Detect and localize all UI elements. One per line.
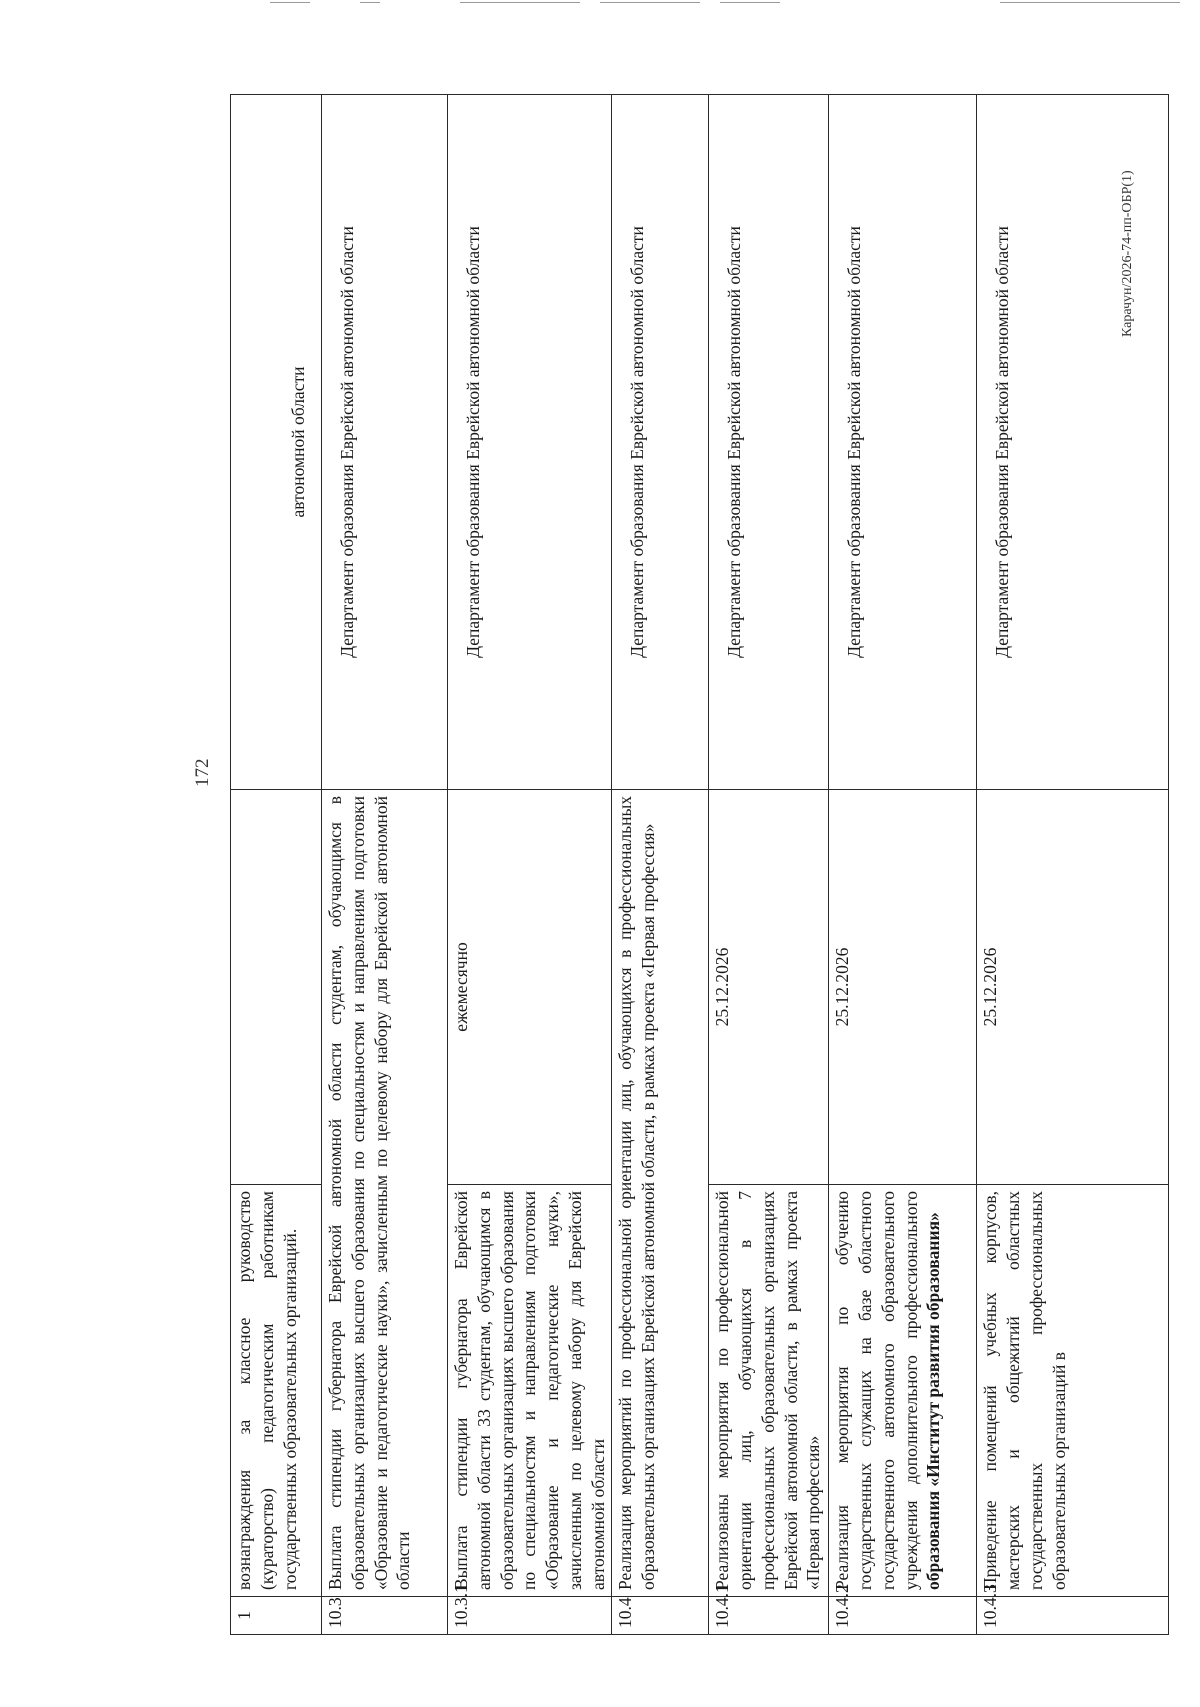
row-number: 10.3 — [322, 1597, 448, 1635]
row-description: Реализация мероприятий по профессиональной ориентации лиц, обучающихся в профессиональных образовательных организациях Еврейской автономной области, в рамках проекта «Первая профессия» — [612, 790, 709, 1597]
page-number: 172 — [192, 758, 213, 787]
table-row — [448, 95, 612, 1635]
row-deadline: 25.12.2026 — [977, 790, 1169, 1185]
row-description: вознаграждения за классное руководство (кураторство) педагогическим работникам государственных образовательных организаций. — [231, 1185, 322, 1597]
row-description: Приведение помещений учебных корпусов, мастерских и общежитий областных государственных профессиональных образовательных организаций в — [977, 1185, 1169, 1597]
scan-artifact-line — [460, 2, 580, 3]
row-responsible: Департамент образования Еврейской автономной области — [829, 95, 977, 790]
row-number: 10.3.1 — [448, 1597, 612, 1635]
scan-artifact-line — [270, 2, 310, 3]
document-footer-code: Карачун/2026-74-пп-ОБР(1) — [1120, 170, 1135, 337]
table-row — [709, 95, 829, 1635]
row-number: 10.4.1 — [709, 1597, 829, 1635]
row-number: 10.4.2 — [829, 1597, 977, 1635]
row-description-emphasis: образования «Институт развития образования» — [923, 1212, 944, 1590]
row-responsible: Департамент образования Еврейской автономной области — [612, 95, 709, 790]
scan-artifact-line — [360, 2, 380, 3]
rotated-page — [168, 95, 1135, 1635]
row-responsible: автономной области — [231, 95, 322, 790]
scan-artifact-line — [600, 2, 700, 3]
row-number: 10.4 — [612, 1597, 709, 1635]
table-row — [231, 95, 322, 1635]
row-responsible: Департамент образования Еврейской автономной области — [448, 95, 612, 790]
row-description — [829, 1185, 977, 1597]
scan-artifact-line — [1000, 2, 1180, 3]
row-description-text: Реализация мероприятия по обучению государственных служащих на базе областного государственного автономного образовательного учреждения дополнительного профессионального — [832, 1191, 921, 1590]
row-responsible: Департамент образования Еврейской автономной области — [977, 95, 1169, 790]
row-deadline: ежемесячно — [448, 790, 612, 1185]
row-deadline — [231, 790, 322, 1185]
row-description: Выплата стипендии губернатора Еврейской автономной области студентам, обучающимся в образовательных организациях высшего образования по специальностям и направлениям подготовки «Образование и педагогические науки», зачисленным по целевому набору для Еврейской автономной области — [322, 790, 448, 1597]
table-row — [612, 95, 709, 1635]
plan-table — [230, 94, 1169, 1635]
scan-artifact-line — [720, 2, 780, 3]
table-row — [977, 95, 1169, 1635]
row-description: Реализованы мероприятия по профессиональной ориентации лиц, обучающихся в 7 профессиональных образовательных организациях Еврейской автономной области, в рамках проекта «Первая профессия» — [709, 1185, 829, 1597]
row-deadline: 25.12.2026 — [709, 790, 829, 1185]
table-row — [829, 95, 977, 1635]
row-number: 10.4.3 — [977, 1597, 1169, 1635]
row-deadline: 25.12.2026 — [829, 790, 977, 1185]
row-responsible: Департамент образования Еврейской автономной области — [322, 95, 448, 790]
row-number: 1 — [231, 1597, 322, 1635]
row-responsible: Департамент образования Еврейской автономной области — [709, 95, 829, 790]
table-row — [322, 95, 448, 1635]
row-description: Выплата стипендии губернатора Еврейской автономной области 33 студентам, обучающимся в образовательных организациях высшего образования по специальностям и направлениям подготовки «Образование и педагогические науки», зачисленным по целевому набору для Еврейской автономной области — [448, 1185, 612, 1597]
